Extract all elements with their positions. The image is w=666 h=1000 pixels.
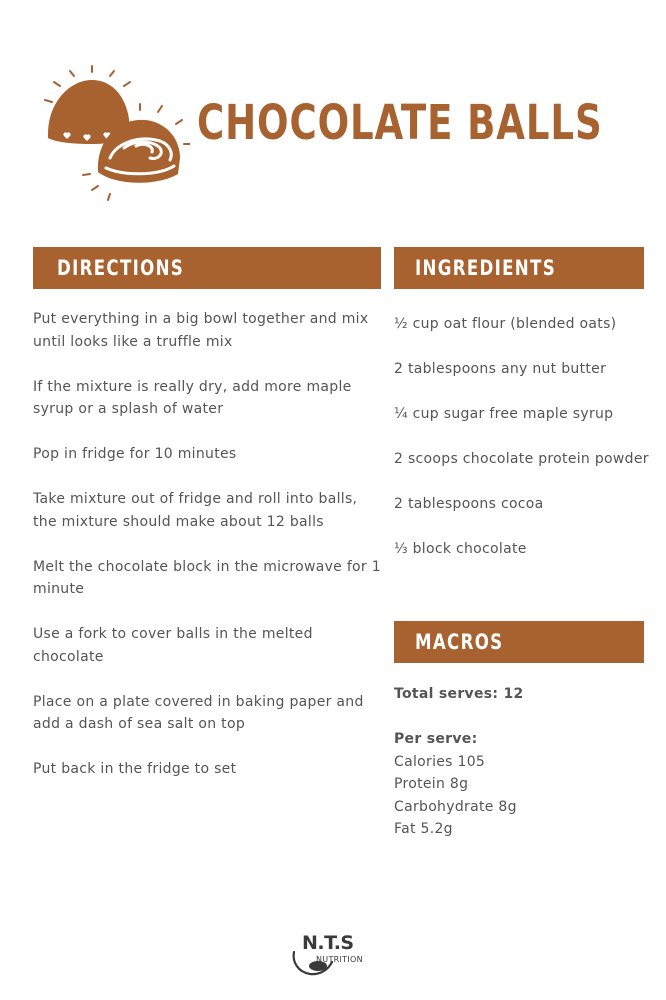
direction-step: Take mixture out of fridge and roll into balls, the mixture should make about 12 balls bbox=[33, 491, 358, 530]
directions-list bbox=[33, 308, 383, 803]
ingredient-item: ½ cup oat flour (blended oats) bbox=[394, 316, 617, 332]
ingredient-item: 2 tablespoons cocoa bbox=[394, 496, 544, 512]
logo-subtitle: NUTRITION bbox=[316, 955, 363, 964]
macro-calories: Calories 105 bbox=[394, 753, 486, 770]
ingredient-item: ⅓ block chocolate bbox=[394, 541, 527, 557]
ingredients-header bbox=[394, 247, 644, 289]
directions-header bbox=[33, 247, 381, 289]
macro-protein: Protein 8g bbox=[394, 776, 469, 792]
direction-step: If the mixture is really dry, add more maple syrup or a splash of water bbox=[33, 378, 352, 417]
macros-block bbox=[394, 683, 654, 841]
direction-step: Put everything in a big bowl together and mix until looks like a truffle mix bbox=[33, 311, 369, 350]
direction-step: Melt the chocolate block in the microwave for 1 minute bbox=[33, 558, 381, 597]
directions-header-label: DIRECTIONS bbox=[57, 256, 185, 280]
direction-step: Use a fork to cover balls in the melted chocolate bbox=[33, 626, 313, 665]
chocolate-balls-illustration-icon bbox=[40, 62, 190, 202]
macros-header-label: MACROS bbox=[415, 630, 504, 654]
macro-fat: Fat 5.2g bbox=[394, 821, 453, 837]
ingredients-header-label: INGREDIENTS bbox=[415, 256, 557, 280]
macros-header bbox=[394, 621, 644, 663]
ingredients-list bbox=[394, 313, 654, 583]
direction-step: Put back in the fridge to set bbox=[33, 761, 237, 777]
logo-name: N.T.S bbox=[302, 932, 354, 954]
ingredient-item: 2 tablespoons any nut butter bbox=[394, 361, 607, 377]
direction-step: Place on a plate covered in baking paper and add a dash of sea salt on top bbox=[33, 693, 364, 732]
direction-step: Pop in fridge for 10 minutes bbox=[33, 446, 237, 462]
page-title: CHOCOLATE BALLS bbox=[197, 95, 603, 151]
brand-logo bbox=[288, 930, 388, 980]
total-serves: Total serves: 12 bbox=[394, 686, 524, 702]
per-serve-label: Per serve: bbox=[394, 731, 478, 747]
macro-carbohydrate: Carbohydrate 8g bbox=[394, 798, 517, 815]
ingredient-item: 2 scoops chocolate protein powder bbox=[394, 451, 649, 467]
ingredient-item: ¼ cup sugar free maple syrup bbox=[394, 406, 614, 422]
